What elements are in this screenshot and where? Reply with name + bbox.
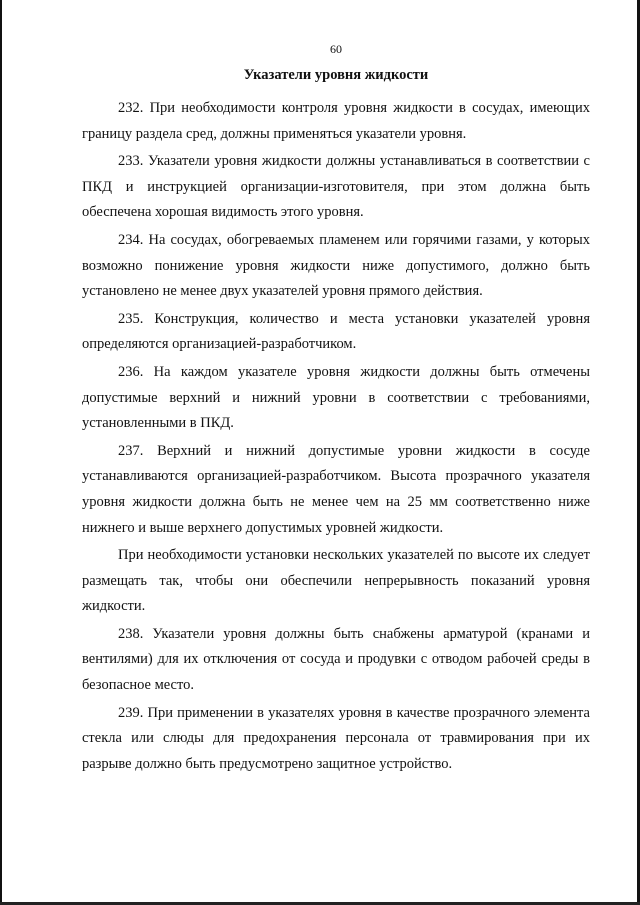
page-number: 60 bbox=[330, 42, 342, 56]
paragraph-236: 236. На каждом указателе уровня жидкости должны быть отмечены допустимые верхний и нижний уровни в соответствии с требованиями, установленными в ПКД. bbox=[82, 363, 590, 432]
paragraph-234: 234. На сосудах, обогреваемых пламенем или горячими газами, у которых возможно понижение уровня жидкости ниже допустимого, должно быть установлено не менее двух указателей уровня прямого действия. bbox=[82, 231, 590, 300]
document-body bbox=[82, 42, 590, 777]
paragraph-233: 233. Указатели уровня жидкости должны устанавливаться в соответствии с ПКД и инструкцией организации-изготовителя, при этом должна быть обеспечена хорошая видимость этого уровня. bbox=[82, 153, 590, 221]
paragraph-239: 239. При применении в указателях уровня в качестве прозрачного элемента стекла или слюды для предохранения персонала от травмирования при их разрыве должно быть предусмотрено защитное устройство. bbox=[82, 704, 590, 772]
paragraph-238: 238. Указатели уровня должны быть снабжены арматурой (кранами и вентилями) для их отключения от сосуда и продувки с отводом рабочей среды в безопасное место. bbox=[82, 625, 590, 694]
paragraph-237-continued: При необходимости установки нескольких указателей по высоте их следует размещать так, чтобы они обеспечили непрерывность показаний уровня жидкости. bbox=[82, 547, 590, 615]
scan-edge-left bbox=[0, 0, 2, 905]
paragraph-237: 237. Верхний и нижний допустимые уровни жидкости в сосуде устанавливаются организацией-разработчиком. Высота прозрачного указателя уровня жидкости должна быть не менее чем на 25 мм соответственно ниже нижнего и выше верхнего допустимых уровней жидкости. bbox=[82, 442, 590, 536]
paragraph-232: 232. При необходимости контроля уровня жидкости в сосудах, имеющих границу раздела сред, должны применяться указатели уровня. bbox=[82, 100, 590, 142]
paragraph-235: 235. Конструкция, количество и места установки указателей уровня определяются организацией-разработчиком. bbox=[82, 310, 590, 353]
section-title: Указатели уровня жидкости bbox=[243, 67, 429, 83]
